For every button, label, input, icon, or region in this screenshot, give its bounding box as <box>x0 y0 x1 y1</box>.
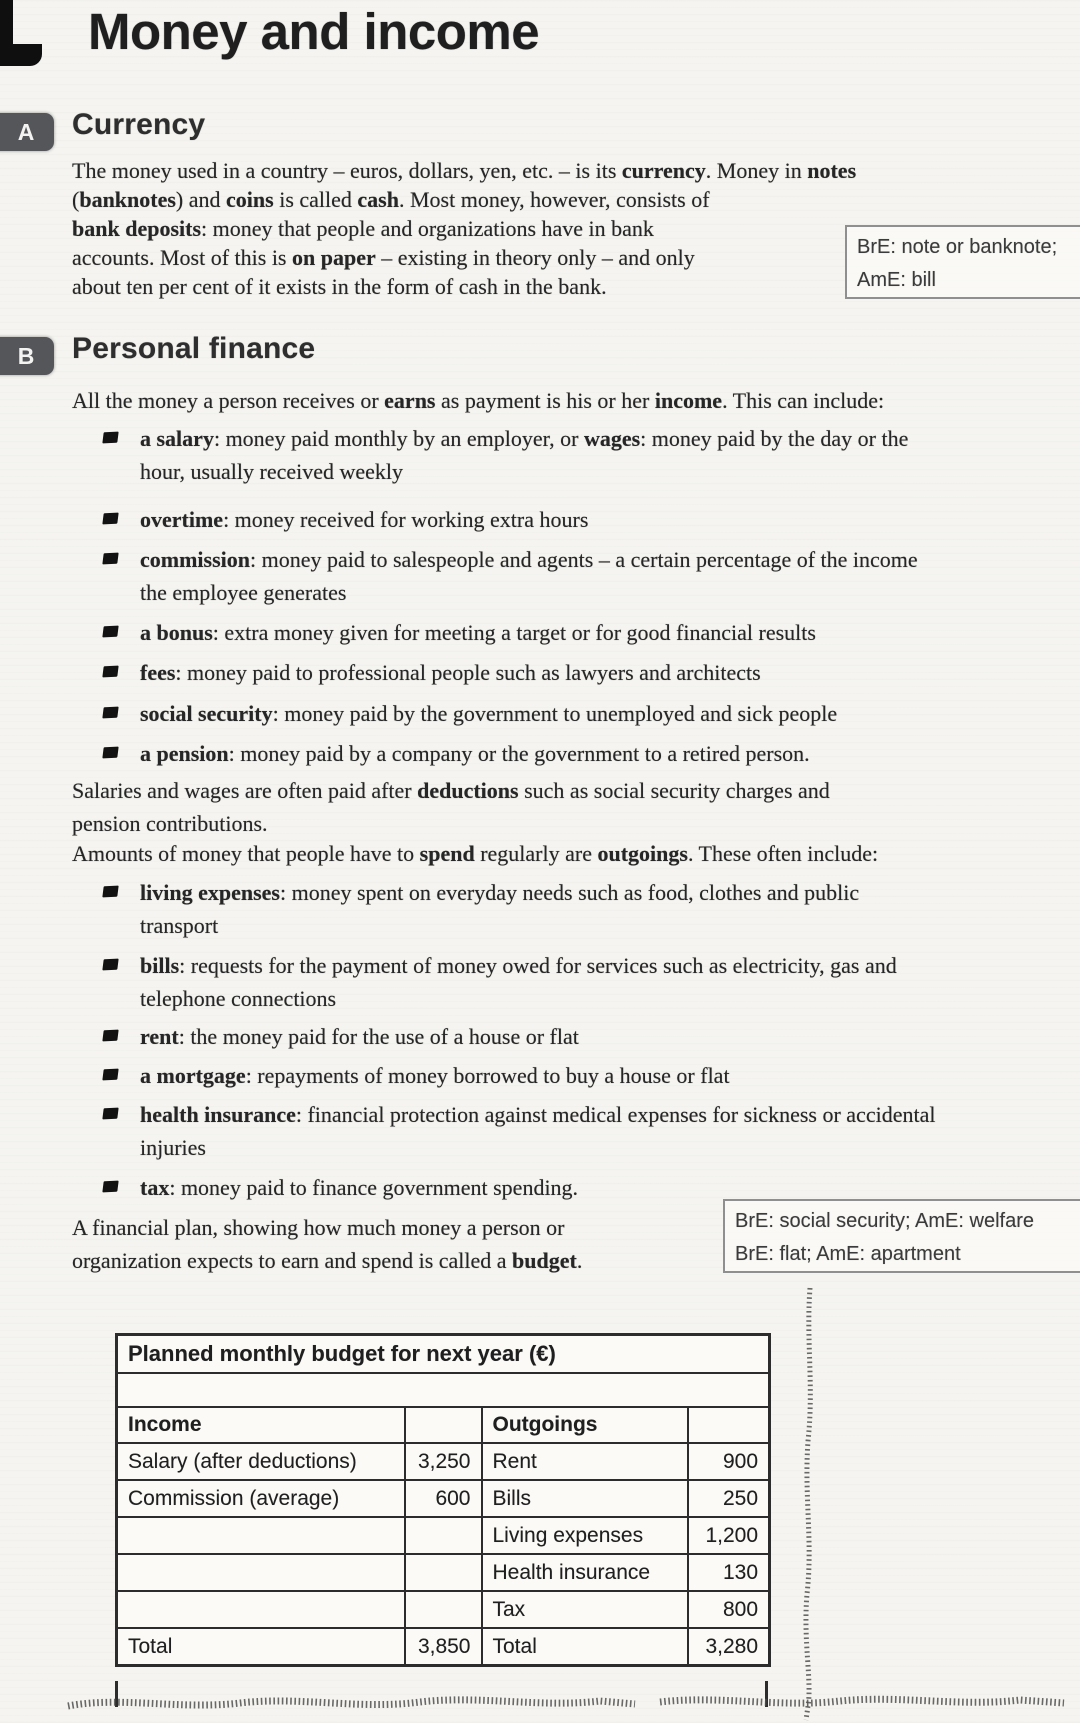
bullet-square-icon <box>102 1181 118 1193</box>
bullet-square-icon <box>102 1108 118 1120</box>
bullet-item-health-insurance <box>140 1098 935 1164</box>
note-line: AmE: bill <box>857 269 936 291</box>
bullet-square-icon <box>102 666 118 678</box>
note-box-welfare <box>723 1199 1080 1273</box>
text-line: rent: the money paid for the use of a house or flat <box>140 1024 579 1049</box>
bullet-item-commission <box>140 543 918 609</box>
table-row <box>117 1517 770 1554</box>
table-cell: Bills <box>482 1480 688 1517</box>
table-cell: Living expenses <box>482 1517 688 1554</box>
table-cell: 130 <box>688 1554 770 1591</box>
text-line: pension contributions. <box>72 811 268 836</box>
bullet-item-bills <box>140 949 897 1015</box>
text-line: telephone connections <box>140 986 337 1011</box>
unit-tab-bar <box>0 0 13 50</box>
bullet-item-living-expenses <box>140 876 859 942</box>
bullet-square-icon <box>102 513 118 525</box>
bullet-item-bonus <box>140 616 816 649</box>
page-title: Money and income <box>88 3 540 60</box>
bullet-square-icon <box>102 1069 118 1081</box>
table-cell: Total <box>482 1628 688 1666</box>
bullet-square-icon <box>102 553 118 565</box>
torn-edge-vertical-icon <box>797 1286 823 1722</box>
text-line: injuries <box>140 1135 206 1160</box>
table-cell: 250 <box>688 1480 770 1517</box>
bullet-square-icon <box>102 959 118 971</box>
text-line: Amounts of money that people have to spend regularly are outgoings. These often include: <box>72 841 879 866</box>
table-row <box>117 1480 770 1517</box>
section-a-badge-letter: A <box>17 118 35 145</box>
bullet-square-icon <box>102 707 118 719</box>
budget-table <box>115 1333 771 1667</box>
bullet-item-tax <box>140 1171 578 1204</box>
text-line: health insurance: financial protection against medical expenses for sickness or accidental <box>140 1102 936 1127</box>
bullet-item-mortgage <box>140 1059 730 1092</box>
bullet-item-pension <box>140 737 810 770</box>
table-cell <box>117 1517 405 1554</box>
text-line: accounts. Most of this is on paper – existing in theory only – and only <box>72 245 695 270</box>
table-cell <box>117 1554 405 1591</box>
bullet-item-overtime <box>140 503 588 536</box>
table-title: Planned monthly budget for next year (€) <box>117 1335 770 1374</box>
bullet-square-icon <box>102 626 118 638</box>
currency-paragraph <box>72 156 856 301</box>
text-line: bills: requests for the payment of money owed for services such as electricity, gas and <box>140 953 897 978</box>
unit-tab-foot <box>0 44 42 66</box>
text-line: All the money a person receives or earns as payment is his or her income. This can include: <box>72 388 885 413</box>
table-row <box>117 1554 770 1591</box>
bullet-item-social-security <box>140 697 837 730</box>
text-line: fees: money paid to professional people such as lawyers and architects <box>140 660 761 685</box>
text-line: overtime: money received for working extra hours <box>140 507 589 532</box>
income-value-header-cell <box>405 1407 482 1443</box>
section-a-badge <box>0 113 54 151</box>
text-line: transport <box>140 913 219 938</box>
table-cell <box>117 1591 405 1628</box>
text-line: Salaries and wages are often paid after deductions such as social security charges and <box>72 778 830 803</box>
table-cell: 1,200 <box>688 1517 770 1554</box>
text-line: living expenses: money spent on everyday needs such as food, clothes and public <box>140 880 860 905</box>
table-cell: Rent <box>482 1443 688 1480</box>
text-line: organization expects to earn and spend is called a budget. <box>72 1248 583 1273</box>
section-b-badge <box>0 337 54 375</box>
budget-paragraph <box>72 1211 582 1277</box>
table-cell: Tax <box>482 1591 688 1628</box>
text-line: about ten per cent of it exists in the form of cash in the bank. <box>72 274 607 299</box>
table-empty-row <box>117 1373 770 1407</box>
deductions-paragraph <box>72 774 830 840</box>
table-cell: Health insurance <box>482 1554 688 1591</box>
outgoings-header-cell: Outgoings <box>482 1407 688 1443</box>
text-line: social security: money paid by the government to unemployed and sick people <box>140 701 838 726</box>
section-a-heading: Currency <box>72 108 206 141</box>
text-line: a salary: money paid monthly by an employer, or wages: money paid by the day or the <box>140 426 909 451</box>
table-cell: Commission (average) <box>117 1480 405 1517</box>
table-cell: 3,250 <box>405 1443 482 1480</box>
outgoings-value-header-cell <box>688 1407 770 1443</box>
section-b-heading: Personal finance <box>72 332 316 365</box>
bullet-item-fees <box>140 656 761 689</box>
text-line: the employee generates <box>140 580 347 605</box>
note-line: BrE: note or banknote; <box>857 236 1058 258</box>
table-cell: Total <box>117 1628 405 1666</box>
bullet-square-icon <box>102 1030 118 1042</box>
text-line: commission: money paid to salespeople and agents – a certain percentage of the income <box>140 547 918 572</box>
table-row <box>117 1443 770 1480</box>
table-total-row <box>117 1628 770 1666</box>
text-line: bank deposits: money that people and organizations have in bank <box>72 216 654 241</box>
text-line: a pension: money paid by a company or the government to a retired person. <box>140 741 810 766</box>
bullet-square-icon <box>102 886 118 898</box>
note-line: BrE: social security; AmE: welfare <box>735 1210 1034 1232</box>
text-line: (banknotes) and coins is called cash. Most money, however, consists of <box>72 187 710 212</box>
text-line: The money used in a country – euros, dollars, yen, etc. – is its currency. Money in notes <box>72 158 857 183</box>
text-line: a mortgage: repayments of money borrowed to buy a house or flat <box>140 1063 730 1088</box>
text-line: A financial plan, showing how much money a person or <box>72 1215 565 1240</box>
bullet-item-rent <box>140 1020 579 1053</box>
text-line: a bonus: extra money given for meeting a target or for good financial results <box>140 620 816 645</box>
table-cell <box>405 1591 482 1628</box>
table-cell <box>405 1517 482 1554</box>
table-cell: 3,850 <box>405 1628 482 1666</box>
bullet-square-icon <box>102 432 118 444</box>
torn-edge-bottom-icon <box>60 1688 1072 1718</box>
outgoings-intro-paragraph <box>72 839 878 868</box>
section-b-badge-letter: B <box>17 342 35 369</box>
table-cell: Salary (after deductions) <box>117 1443 405 1480</box>
income-intro-paragraph <box>72 386 884 415</box>
table-row <box>117 1591 770 1628</box>
text-line: tax: money paid to finance government spending. <box>140 1175 579 1200</box>
income-header-cell: Income <box>117 1407 405 1443</box>
table-cell: 600 <box>405 1480 482 1517</box>
note-line: BrE: flat; AmE: apartment <box>735 1243 961 1265</box>
table-cell: 800 <box>688 1591 770 1628</box>
text-line: hour, usually received weekly <box>140 459 404 484</box>
table-cell: 900 <box>688 1443 770 1480</box>
note-box-banknote <box>845 225 1080 299</box>
bullet-item-salary <box>140 422 908 488</box>
table-cell: 3,280 <box>688 1628 770 1666</box>
bullet-square-icon <box>102 747 118 759</box>
table-cell <box>405 1554 482 1591</box>
